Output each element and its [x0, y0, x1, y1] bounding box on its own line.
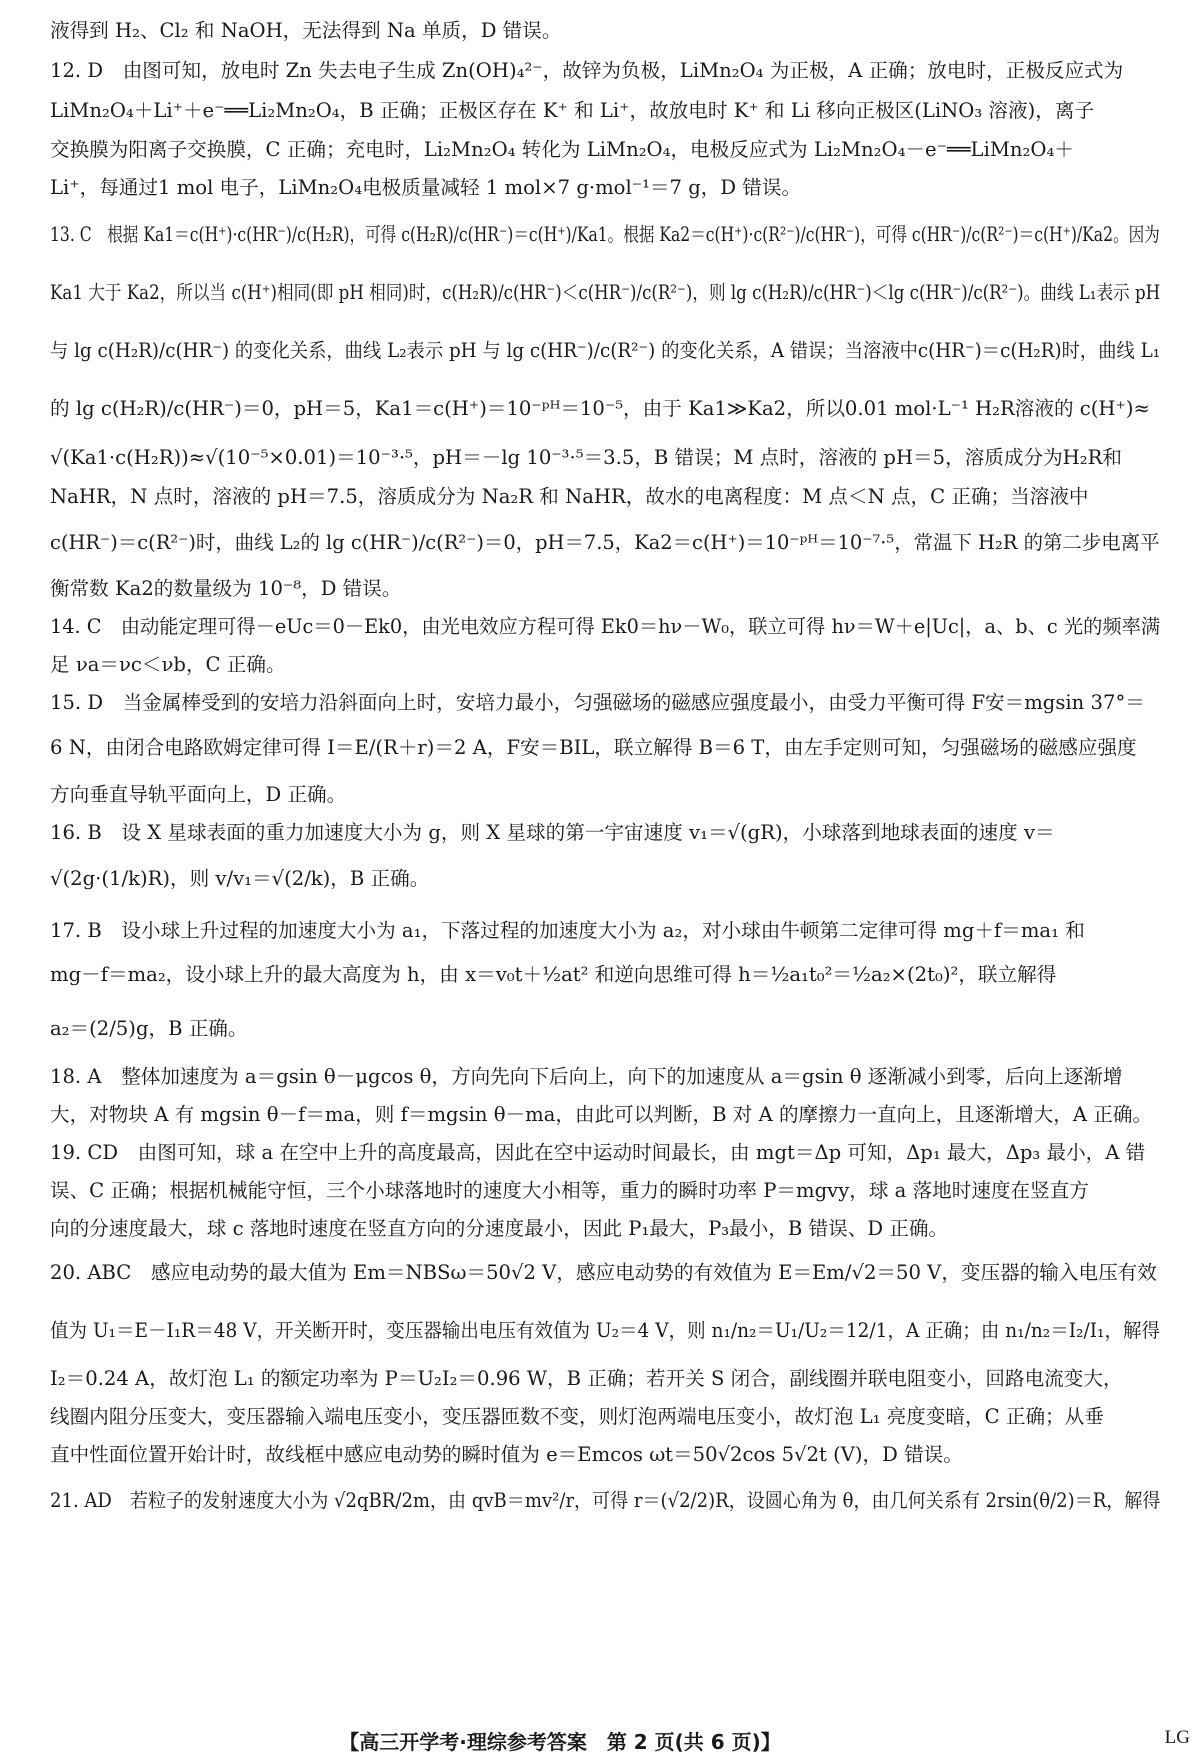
text-line: a₂＝(2/5)g，B 正确。: [50, 1017, 248, 1040]
text-line: 19. CD 由图可知，球 a 在空中上升的高度最高，因此在空中运动时间最长，由 mgt＝Δp 可知，Δp₁ 最大，Δp₃ 最小，A 错: [50, 1141, 1146, 1164]
page-footer: 【高三开学考·理综参考答案 第 2 页(共 6 页)】: [339, 1730, 781, 1754]
text-line: 误、C 正确；根据机械能守恒，三个小球落地时的速度大小相等，重力的瞬时功率 P＝mgvy，球 a 落地时速度在竖直方: [50, 1179, 1089, 1202]
text-line: 向的分速度最大，球 c 落地时速度在竖直方向的分速度最小，因此 P₁最大，P₃最小，B 错误、D 正确。: [50, 1217, 949, 1240]
text-line: 21. AD 若粒子的发射速度大小为 √2qBR/2m，由 qvB＝mv²/r，可得 r＝(√2/2)R，设圆心角为 θ，由几何关系有 2rsin(θ/2)＝R，解得: [50, 1489, 1161, 1512]
text-line: 足 νa＝νc＜νb，C 正确。: [50, 653, 286, 676]
text-line: 与 lg c(H₂R)/c(HR⁻) 的变化关系，曲线 L₂表示 pH 与 lg c(HR⁻)/c(R²⁻) 的变化关系，A 错误；当溶液中c(HR⁻)＝c(H₂R)时，曲线 L₁: [50, 339, 1161, 362]
text-line: 18. A 整体加速度为 a＝gsin θ－μgcos θ，方向先向下后向上，向下的加速度从 a＝gsin θ 逐渐减小到零，后向上逐渐增: [50, 1065, 1123, 1088]
text-line: 方向垂直导轨平面向上，D 正确。: [50, 783, 347, 806]
text-line: 6 N，由闭合电路欧姆定律可得 I＝E/(R＋r)＝2 A，F安＝BIL，联立解得 B＝6 T，由左手定则可知，匀强磁场的磁感应强度: [50, 736, 1137, 759]
text-line: 直中性面位置开始计时，故线框中感应电动势的瞬时值为 e＝Emcos ωt＝50√2cos 5√2t (V)，D 错误。: [50, 1443, 963, 1466]
text-line: 16. B 设 X 星球表面的重力加速度大小为 g，则 X 星球的第一宇宙速度 v₁＝√(gR)，小球落到地球表面的速度 v＝: [50, 821, 1055, 844]
text-line: Ka1 大于 Ka2，所以当 c(H⁺)相同(即 pH 相同)时，c(H₂R)/c(HR⁻)＜c(HR⁻)/c(R²⁻)，则 lg c(H₂R)/c(HR⁻)＜lg c(HR⁻)/c(R²⁻)。曲线 L₁表示 pH: [50, 281, 1161, 304]
text-line: 交换膜为阳离子交换膜，C 正确；充电时，Li₂Mn₂O₄ 转化为 LiMn₂O₄，电极反应式为 Li₂Mn₂O₄－e⁻══LiMn₂O₄＋: [50, 138, 1074, 161]
text-line: 线圈内阻分压变大，变压器输入端电压变小，变压器匝数不变，则灯泡两端电压变小，故灯泡 L₁ 亮度变暗，C 正确；从垂: [50, 1405, 1104, 1428]
text-line: Li⁺，每通过1 mol 电子，LiMn₂O₄电极质量减轻 1 mol×7 g·mol⁻¹＝7 g，D 错误。: [50, 176, 802, 199]
text-line: 13. C 根据 Ka1＝c(H⁺)·c(HR⁻)/c(H₂R)，可得 c(H₂R)/c(HR⁻)＝c(H⁺)/Ka1。根据 Ka2＝c(H⁺)·c(R²⁻)/c(HR⁻)，可得 c(HR⁻)/c(R²⁻)＝c(H⁺)/Ka2。因为: [50, 223, 1160, 246]
footer-code: LG: [1164, 1727, 1190, 1748]
text-line: mg－f＝ma₂，设小球上升的最大高度为 h，由 x＝v₀t＋½at² 和逆向思维可得 h＝½a₁t₀²＝½a₂×(2t₀)²，联立解得: [50, 963, 1057, 986]
text-line: 20. ABC 感应电动势的最大值为 Em＝NBSω＝50√2 V，感应电动势的有效值为 E＝Em/√2＝50 V，变压器的输入电压有效: [50, 1261, 1157, 1284]
text-line: 大，对物块 A 有 mgsin θ－f＝ma，则 f＝mgsin θ－ma，由此可以判断，B 对 A 的摩擦力一直向上，且逐渐增大，A 正确。: [50, 1103, 1153, 1126]
text-line: c(HR⁻)＝c(R²⁻)时，曲线 L₂的 lg c(HR⁻)/c(R²⁻)＝0，pH＝7.5，Ka2＝c(H⁺)＝10⁻ᵖᴴ＝10⁻⁷·⁵，常温下 H₂R 的第二步电离平: [50, 531, 1160, 554]
text-line: 值为 U₁＝E－I₁R＝48 V，开关断开时，变压器输出电压有效值为 U₂＝4 V，则 n₁/n₂＝U₁/U₂＝12/1，A 正确；由 n₁/n₂＝I₂/I₁，解得: [50, 1319, 1161, 1342]
text-line: I₂＝0.24 A，故灯泡 L₁ 的额定功率为 P＝U₂I₂＝0.96 W，B 正确；若开关 S 闭合，副线圈并联电阻变小，回路电流变大，: [50, 1367, 1123, 1390]
text-line: 衡常数 Ka2的数量级为 10⁻⁸，D 错误。: [50, 577, 402, 600]
text-line: 的 lg c(H₂R)/c(HR⁻)＝0，pH＝5，Ka1＝c(H⁺)＝10⁻ᵖᴴ＝10⁻⁵，由于 Ka1≫Ka2，所以0.01 mol·L⁻¹ H₂R溶液的 c(H⁺)≈: [50, 397, 1150, 420]
text-line: NaHR，N 点时，溶液的 pH＝7.5，溶质成分为 Na₂R 和 NaHR，故水的电离程度：M 点＜N 点，C 正确；当溶液中: [50, 485, 1089, 508]
text-line: 12. D 由图可知，放电时 Zn 失去电子生成 Zn(OH)₄²⁻，故锌为负极，LiMn₂O₄ 为正极，A 正确；放电时，正极反应式为: [50, 59, 1124, 82]
text-line: √(Ka1·c(H₂R))≈√(10⁻⁵×0.01)＝10⁻³·⁵，pH＝－lg 10⁻³·⁵＝3.5，B 错误；M 点时，溶液的 pH＝5，溶质成分为H₂R和: [50, 446, 1122, 469]
text-line: √(2g·(1/k)R)，则 v/v₁＝√(2/k)，B 正确。: [50, 867, 430, 890]
text-line: 15. D 当金属棒受到的安培力沿斜面向上时，安培力最小，匀强磁场的磁感应强度最小，由受力平衡可得 F安＝mgsin 37°＝: [50, 691, 1145, 714]
text-line: 17. B 设小球上升过程的加速度大小为 a₁，下落过程的加速度大小为 a₂，对小球由牛顿第二定律可得 mg＋f＝ma₁ 和: [50, 919, 1085, 942]
text-line: 14. C 由动能定理可得－eUc＝0－Ek0，由光电效应方程可得 Ek0＝hν－W₀，联立可得 hν＝W＋e|Uc|，a、b、c 光的频率满: [50, 615, 1161, 638]
text-line: LiMn₂O₄＋Li⁺＋e⁻══Li₂Mn₂O₄，B 正确；正极区存在 K⁺ 和 Li⁺，故放电时 K⁺ 和 Li 移向正极区(LiNO₃ 溶液)，离子: [50, 99, 1095, 122]
text-line: 液得到 H₂、Cl₂ 和 NaOH，无法得到 Na 单质，D 错误。: [50, 19, 562, 42]
